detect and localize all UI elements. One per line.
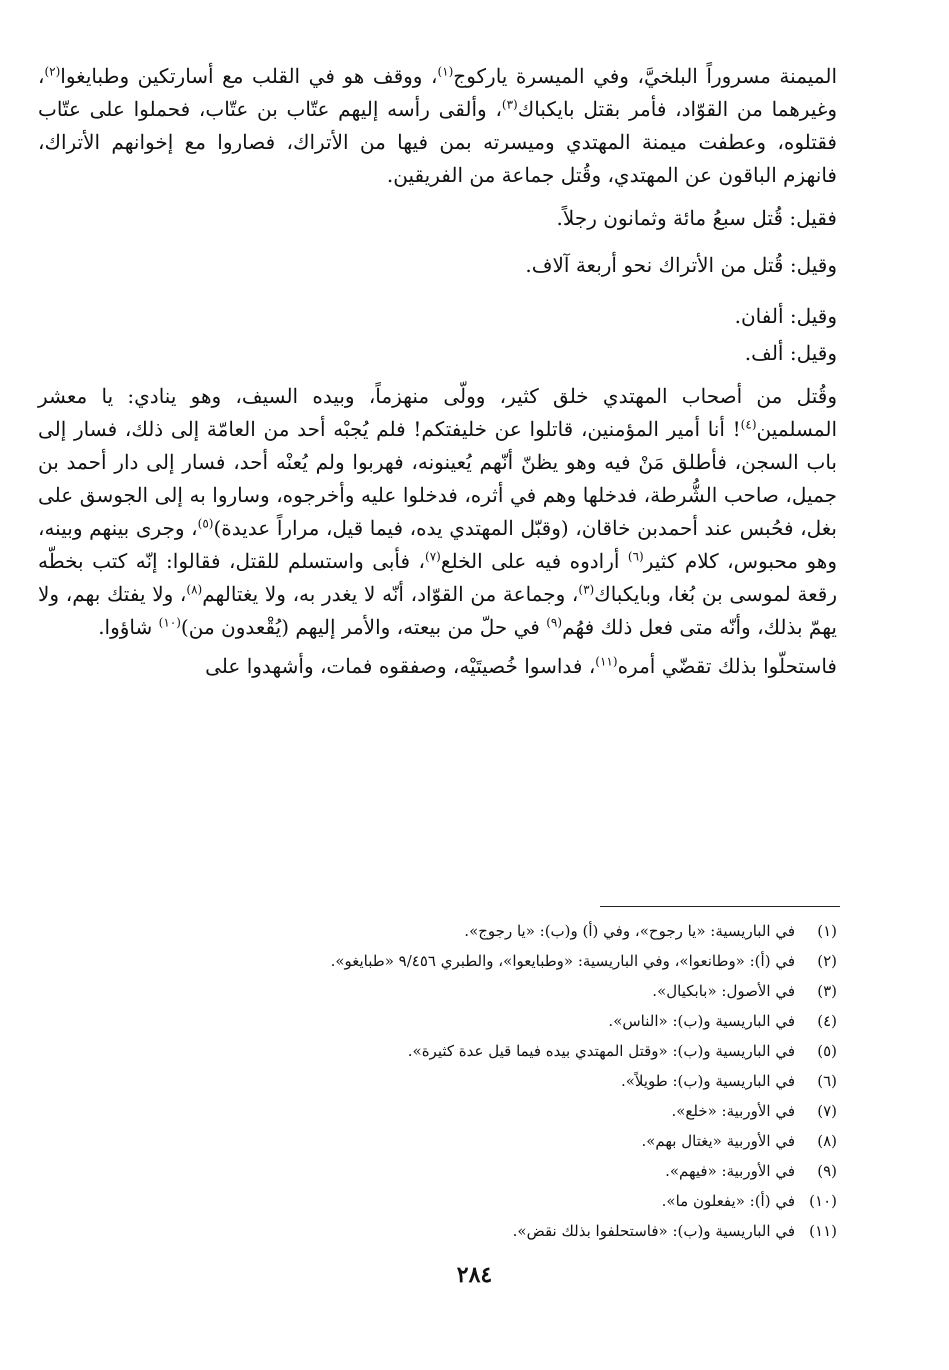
footnote-text: في الباريسية: «يا رجوح»، وفي (أ) و(ب): «يا رجوج». [464,922,795,940]
footnote-text: في (أ): «وطانعوا»، وفي الباريسية: «وطبايعوا»، والطبري ٩/٤٥٦ «طبايغو». [330,952,795,970]
footnote [38,1216,837,1246]
footnote-number: (٨) [817,1132,837,1150]
footnote [38,1036,837,1066]
footnote-ref[interactable]: (١) [437,64,454,79]
footnote-text: في الأوربية: «خلع». [671,1102,795,1120]
footnote [38,1186,837,1216]
footnote [38,1006,837,1036]
text-run: ! أنا أمير المؤمنين، قاتلوا عن خليفتكم! فلم يُجبْه أحد من العامّة إلى ذلك، فسار إلى باب السجن، فأطلق مَنْ فيه وهو يظنّ أنّهم يُعينونه، فهربوا ولم يُعنْه أحد، فسار إلى دار أحمد بن جميل، صاحب الشُّرطة، فدخلها وهم في أثره، فدخلوا عليه وأخرجوه، وساروا به إلى الجوسق على بغل، فحُبس عند أحمدبن خاقان، (وقبّل المهتدي يده، فيما قيل، مراراً عديدة) [38,417,837,540]
footnote-text: في الباريسية و(ب): «فاستحلفوا بذلك نقض». [512,1222,795,1240]
text-run: فاستحلّوا بذلك تقضّي أمره [617,654,837,678]
footnote-divider [600,906,840,907]
footnote [38,1066,837,1096]
footnote-ref[interactable]: (٣) [501,97,518,112]
footnote-ref[interactable]: (١١) [595,654,618,669]
footnote-ref[interactable]: (٩) [546,615,563,630]
footnote-number: (٤) [817,1012,837,1030]
footnotes [38,916,837,1246]
footnote [38,1126,837,1156]
footnote-ref[interactable]: (٥) [197,516,214,531]
paragraph [38,60,837,192]
text-run: في حلّ من بيعته، والأمر إليهم (يُقْعدون من) [180,615,547,639]
text-run: ، وألقى رأسه إليهم عتّاب بن عتّاب، فحملوا على عتّاب فقتلوه، وعطفت ميمنة المهتدي وميسرته بمن فيها من الأتراك، فصاروا مع إخوانهم الأتراك، فانهزم الباقون عن المهتدي، وقُتل جماعة من الفريقين. [38,97,837,187]
footnote-ref[interactable]: (١٠) [158,615,181,630]
footnote-ref[interactable]: (٨) [186,582,203,597]
text-run: ، وغيرهما من القوّاد، فأمر بقتل بايكباك [38,64,837,121]
footnote-text: في (أ): «يفعلون ما». [661,1192,795,1210]
footnote-number: (٧) [817,1102,837,1120]
text-run: ، فداسوا خُصيتَيْه، وصفقوه فمات، وأشهدوا على [205,654,596,678]
text-run: ، ولا يفتك بهم، ولا يهمّ بذلك، وأنّه متى فعل ذلك فهُم [38,582,837,639]
footnote-number: (١) [817,922,837,940]
footnote [38,1156,837,1186]
quote-line: وقيل: ألف. [744,341,837,365]
footnote-number: (٩) [817,1162,837,1180]
footnote-text: في الباريسية و(ب): «وقتل المهتدي بيده فيما قيل عدة كثيرة». [407,1042,795,1060]
footnote-ref[interactable]: (٦) [627,549,644,564]
text-run: وقُتل من أصحاب المهتدي خلق كثير، وولّى منهزماً، وبيده السيف، وهو ينادي: يا معشر المسلمين [38,384,837,441]
text-run: شاؤوا. [98,615,159,639]
text-run: الميمنة مسروراً البلخيَّ، وفي الميسرة ياركوج [453,64,837,88]
footnote-text: في الأصول: «بابكيال». [652,982,795,1000]
footnote [38,976,837,1006]
text-run: أرادوه فيه على الخلع [440,549,628,573]
footnote-number: (٥) [817,1042,837,1060]
paragraph [38,380,837,644]
footnote [38,1096,837,1126]
footnote-number: (٣) [817,982,837,1000]
text-run: ، فأبى واستسلم للقتل، فقالوا: إنّه كتب بخطّه رقعة لموسى بن بُغا، وبايكباك [38,549,837,606]
footnote-text: في الأوربية «يغتال بهم». [641,1132,795,1150]
paragraph [38,650,837,683]
footnote-number: (٦) [817,1072,837,1090]
quote-line: وقيل: ألفان. [734,304,837,328]
text-run: ، وجرى بينهم وبينه، وهو محبوس، كلام كثير [38,516,837,573]
text-run: ، ووقف هو في القلب مع أسارتكين وطبايغوا [60,64,438,88]
footnote-number: (٢) [817,952,837,970]
footnote-number: (١١) [809,1222,837,1240]
footnote-ref[interactable]: (٢) [44,64,61,79]
text-run: ، وجماعة من القوّاد، أنّه لا يغدر به، ولا يغتالهم [202,582,579,606]
footnote-text: في الأوربية: «فيهم». [665,1162,795,1180]
footnote [38,916,837,946]
footnote-ref[interactable]: (٣) [578,582,595,597]
main-text [38,60,837,683]
footnote-ref[interactable]: (٧) [425,549,441,564]
footnote [38,946,837,976]
footnote-number: (١٠) [809,1192,837,1210]
quote-line: وقيل: قُتل من الأتراك نحو أربعة آلاف. [525,253,837,277]
footnote-text: في الباريسية و(ب): «الناس». [608,1012,795,1030]
footnote-text: في الباريسية و(ب): طويلاً». [620,1072,795,1090]
footnote-ref[interactable]: (٤) [740,417,757,432]
page-number: ٢٨٤ [456,1262,493,1288]
quote-line: فقيل: قُتل سبعُ مائة وثمانون رجلاً. [556,206,837,230]
